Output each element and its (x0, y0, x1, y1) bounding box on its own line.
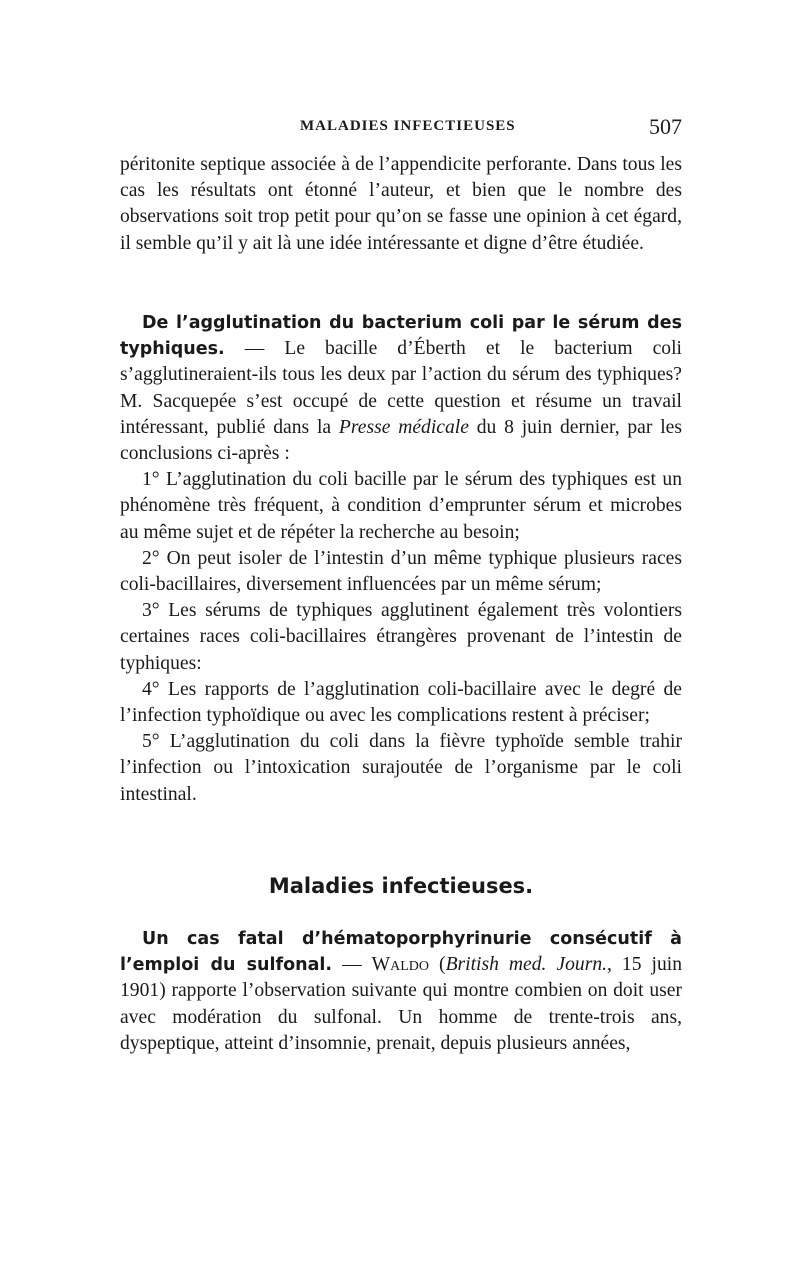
article-hematoporphyrinuria (120, 926, 682, 1057)
article2-dash: — (332, 954, 372, 976)
article2-body: , 15 juin 1901) rapporte l’observation suivante qui montre combien on doit user avec modération du sulfonal. Un homme de trente-trois ans, dyspeptique, atteint d’insomnie, prenait, depuis plusieurs années, (120, 954, 682, 1054)
page-number: 507 (649, 114, 682, 139)
journal-open: ( (429, 954, 446, 976)
intro-paragraph-block (120, 152, 682, 257)
running-title: MALADIES INFECTIEUSES (300, 118, 516, 134)
running-head (120, 114, 682, 142)
article-lead-text-2: du 8 juin dernier, par les conclusions ci-après : (120, 416, 682, 465)
article-agglutination (120, 310, 682, 808)
section-heading: Maladies infectieuses. (268, 874, 534, 898)
article2-title: Un cas fatal d’hématoporphyrinurie consécutif à l’emploi du sulfonal. (120, 929, 682, 976)
intro-paragraph: péritonite septique associée à de l’appendicite perforante. Dans tous les cas les résultats ont étonné l’auteur, et bien que le nombre des observations soit trop petit pour qu’on se fasse une opinion à cet égard, il semble qu’il y ait là une idée intéressante et digne d’être étudiée. (120, 154, 682, 254)
conclusion-item-3: 3° Les sérums de typhiques agglutinent également très volontiers certaines races coli-bacillaires étrangères provenant de l’intestin de typhiques: (120, 600, 682, 674)
article-title: De l’agglutination du bacterium coli par le sérum des typhiques. (120, 313, 682, 360)
conclusion-item-1: 1° L’agglutination du coli bacille par le sérum des typhiques est un phénomène très fréquent, à condition d’emprunter sérum et microbes au même sujet et de répéter la recherche au besoin; (120, 469, 682, 543)
conclusion-item-4: 4° Les rapports de l’agglutination coli-bacillaire avec le degré de l’infection typhoïdique ou avec les complications restent à préciser; (120, 678, 682, 727)
article2-journal: British med. Journ. (445, 954, 608, 976)
journal-name: Presse médicale (338, 416, 469, 438)
conclusion-item-2: 2° On peut isoler de l’intestin d’un même typhique plusieurs races coli-bacillaires, diversement influencées par un même sérum; (120, 547, 682, 596)
article-lead-text-1: — Le bacille d’Éberth et le bacterium coli s’agglutineraient-ils tous les deux par l’action du sérum des typhiques? M. Sacquepée s’est occupé de cette question et résume un travail intéressant, publié dans la (120, 338, 682, 438)
article2-paragraph (120, 926, 682, 1057)
author-name: Waldo (371, 954, 430, 976)
article-lead-paragraph (120, 310, 682, 467)
conclusion-item-5: 5° L’agglutination du coli dans la fièvre typhoïde semble trahir l’infection ou l’intoxication surajoutée de l’organisme par le coli intestinal. (120, 731, 682, 805)
